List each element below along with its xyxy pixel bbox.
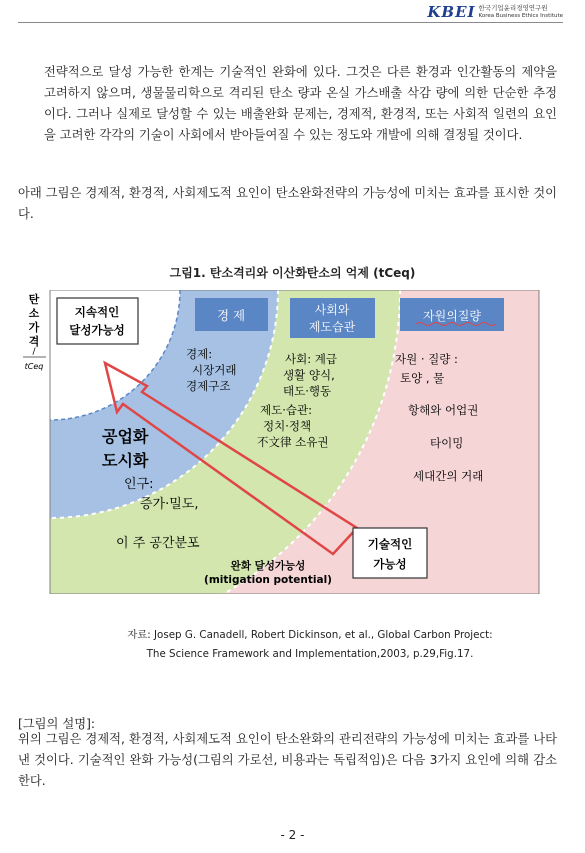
page-header	[18, 0, 563, 23]
economy-item-1: 경제:	[186, 347, 213, 361]
figure-explanation-label: [그림의 설명]:	[18, 717, 96, 731]
caption-line-1: 자료: Josep G. Canadell, Robert Dickinson, et al., Global Carbon Project:	[127, 629, 493, 641]
figure-caption	[100, 626, 520, 664]
institution-item-3: 不文律 소유권	[257, 435, 329, 449]
resource-item-3: 항해와 어업권	[408, 403, 479, 417]
resource-item-1: 자원 · 질량 :	[395, 352, 458, 366]
tech-line-2: 가능성	[373, 557, 407, 571]
logo-org-en: Korea Business Ethics Institute	[478, 13, 563, 19]
urban-line-2: 도시화	[102, 451, 149, 470]
economy-header: 경 제	[216, 308, 246, 323]
logo-mark: KBEI	[427, 3, 476, 21]
resource-header: 자원의질량	[423, 309, 481, 323]
arrow-label-line-1: 완화 달성가능성	[230, 560, 306, 572]
page-number: - 2 -	[280, 828, 305, 842]
kbei-logo	[427, 3, 563, 21]
logo-org-ko: 한국기업윤리경영연구원	[478, 4, 548, 12]
institution-item-2: 정치·정책	[263, 419, 312, 433]
y-axis-label	[23, 292, 46, 371]
y-axis-unit: tCeq	[24, 362, 44, 371]
population-line-2: 증가·밀도,	[140, 497, 199, 512]
figure-title: 그림1. 탄소격리와 이산화탄소의 억제 (tCeq)	[169, 266, 416, 280]
economy-item-2: 시장거래	[192, 363, 237, 377]
social-item-1: 사회: 계급	[285, 352, 337, 366]
paragraph-figure-intro: 아래 그림은 경제적, 환경적, 사회제도적 요인이 탄소완화전략의 가능성에 미치는 효과를 표시한 것이다.	[18, 186, 557, 221]
resource-item-5: 세대간의 거래	[413, 469, 484, 483]
caption-line-2: The Science Framework and Implementation,2003, p.29,Fig.17.	[146, 648, 474, 660]
migration-text: 이 주 공간분포	[116, 536, 200, 551]
paragraph-figure-explanation: 위의 그림은 경제적, 환경적, 사회제도적 요인이 탄소완화의 관리전략의 가능성에 미치는 효과를 나타낸 것이다. 기술적인 완화 가능성(그림의 가로선, 비용과는 독립적임)은 다음 3가지 요인에 의해 감소한다.	[18, 732, 557, 788]
social-header-line-1: 사회와	[314, 303, 350, 317]
logo-text	[479, 4, 563, 20]
urban-line-1: 공업화	[102, 427, 149, 446]
achievable-line-2: 달성가능성	[69, 323, 125, 337]
mitigation-diagram	[20, 290, 541, 594]
resource-item-4: 타이밍	[430, 436, 464, 450]
social-item-2: 생활 양식,	[283, 368, 335, 382]
tech-line-1: 기술적인	[367, 537, 413, 551]
achievable-line-1: 지속적인	[74, 305, 120, 319]
y-axis-char-1: 탄	[28, 293, 40, 306]
social-item-3: 태도·행동	[283, 384, 332, 398]
institution-item-1: 제도·습관:	[260, 403, 312, 417]
paragraph-mitigation-limits: 전략적으로 달성 가능한 한계는 기술적인 완화에 있다. 그것은 다른 환경과 인간활동의 제약을 고려하지 않으며, 생물물리학으로 격리된 탄소 량과 온실 가스배출 삭감 량에 의한 단순한 추정이다. 그러나 실제로 달성할 수 있는 배출완화 문제는, 경제적, 환경적, 또는 사회적 일련의 요인을 고려한 각각의 기술이 사회에서 받아들여질 수 있는 정도와 개발에 의해 결정될 것이다.	[44, 65, 557, 142]
population-line-1: 인구:	[124, 477, 154, 492]
y-axis-char-2: 소	[28, 307, 40, 320]
y-axis-char-3: 가	[28, 321, 40, 334]
y-axis-char-4: 격	[28, 335, 40, 348]
resource-item-2: 토양 , 물	[400, 371, 445, 385]
social-header-line-2: 제도습관	[308, 320, 356, 334]
arrow-label-line-2: (mitigation potential)	[204, 574, 332, 586]
economy-item-3: 경제구조	[186, 379, 231, 393]
y-axis-slash: /	[32, 347, 36, 357]
